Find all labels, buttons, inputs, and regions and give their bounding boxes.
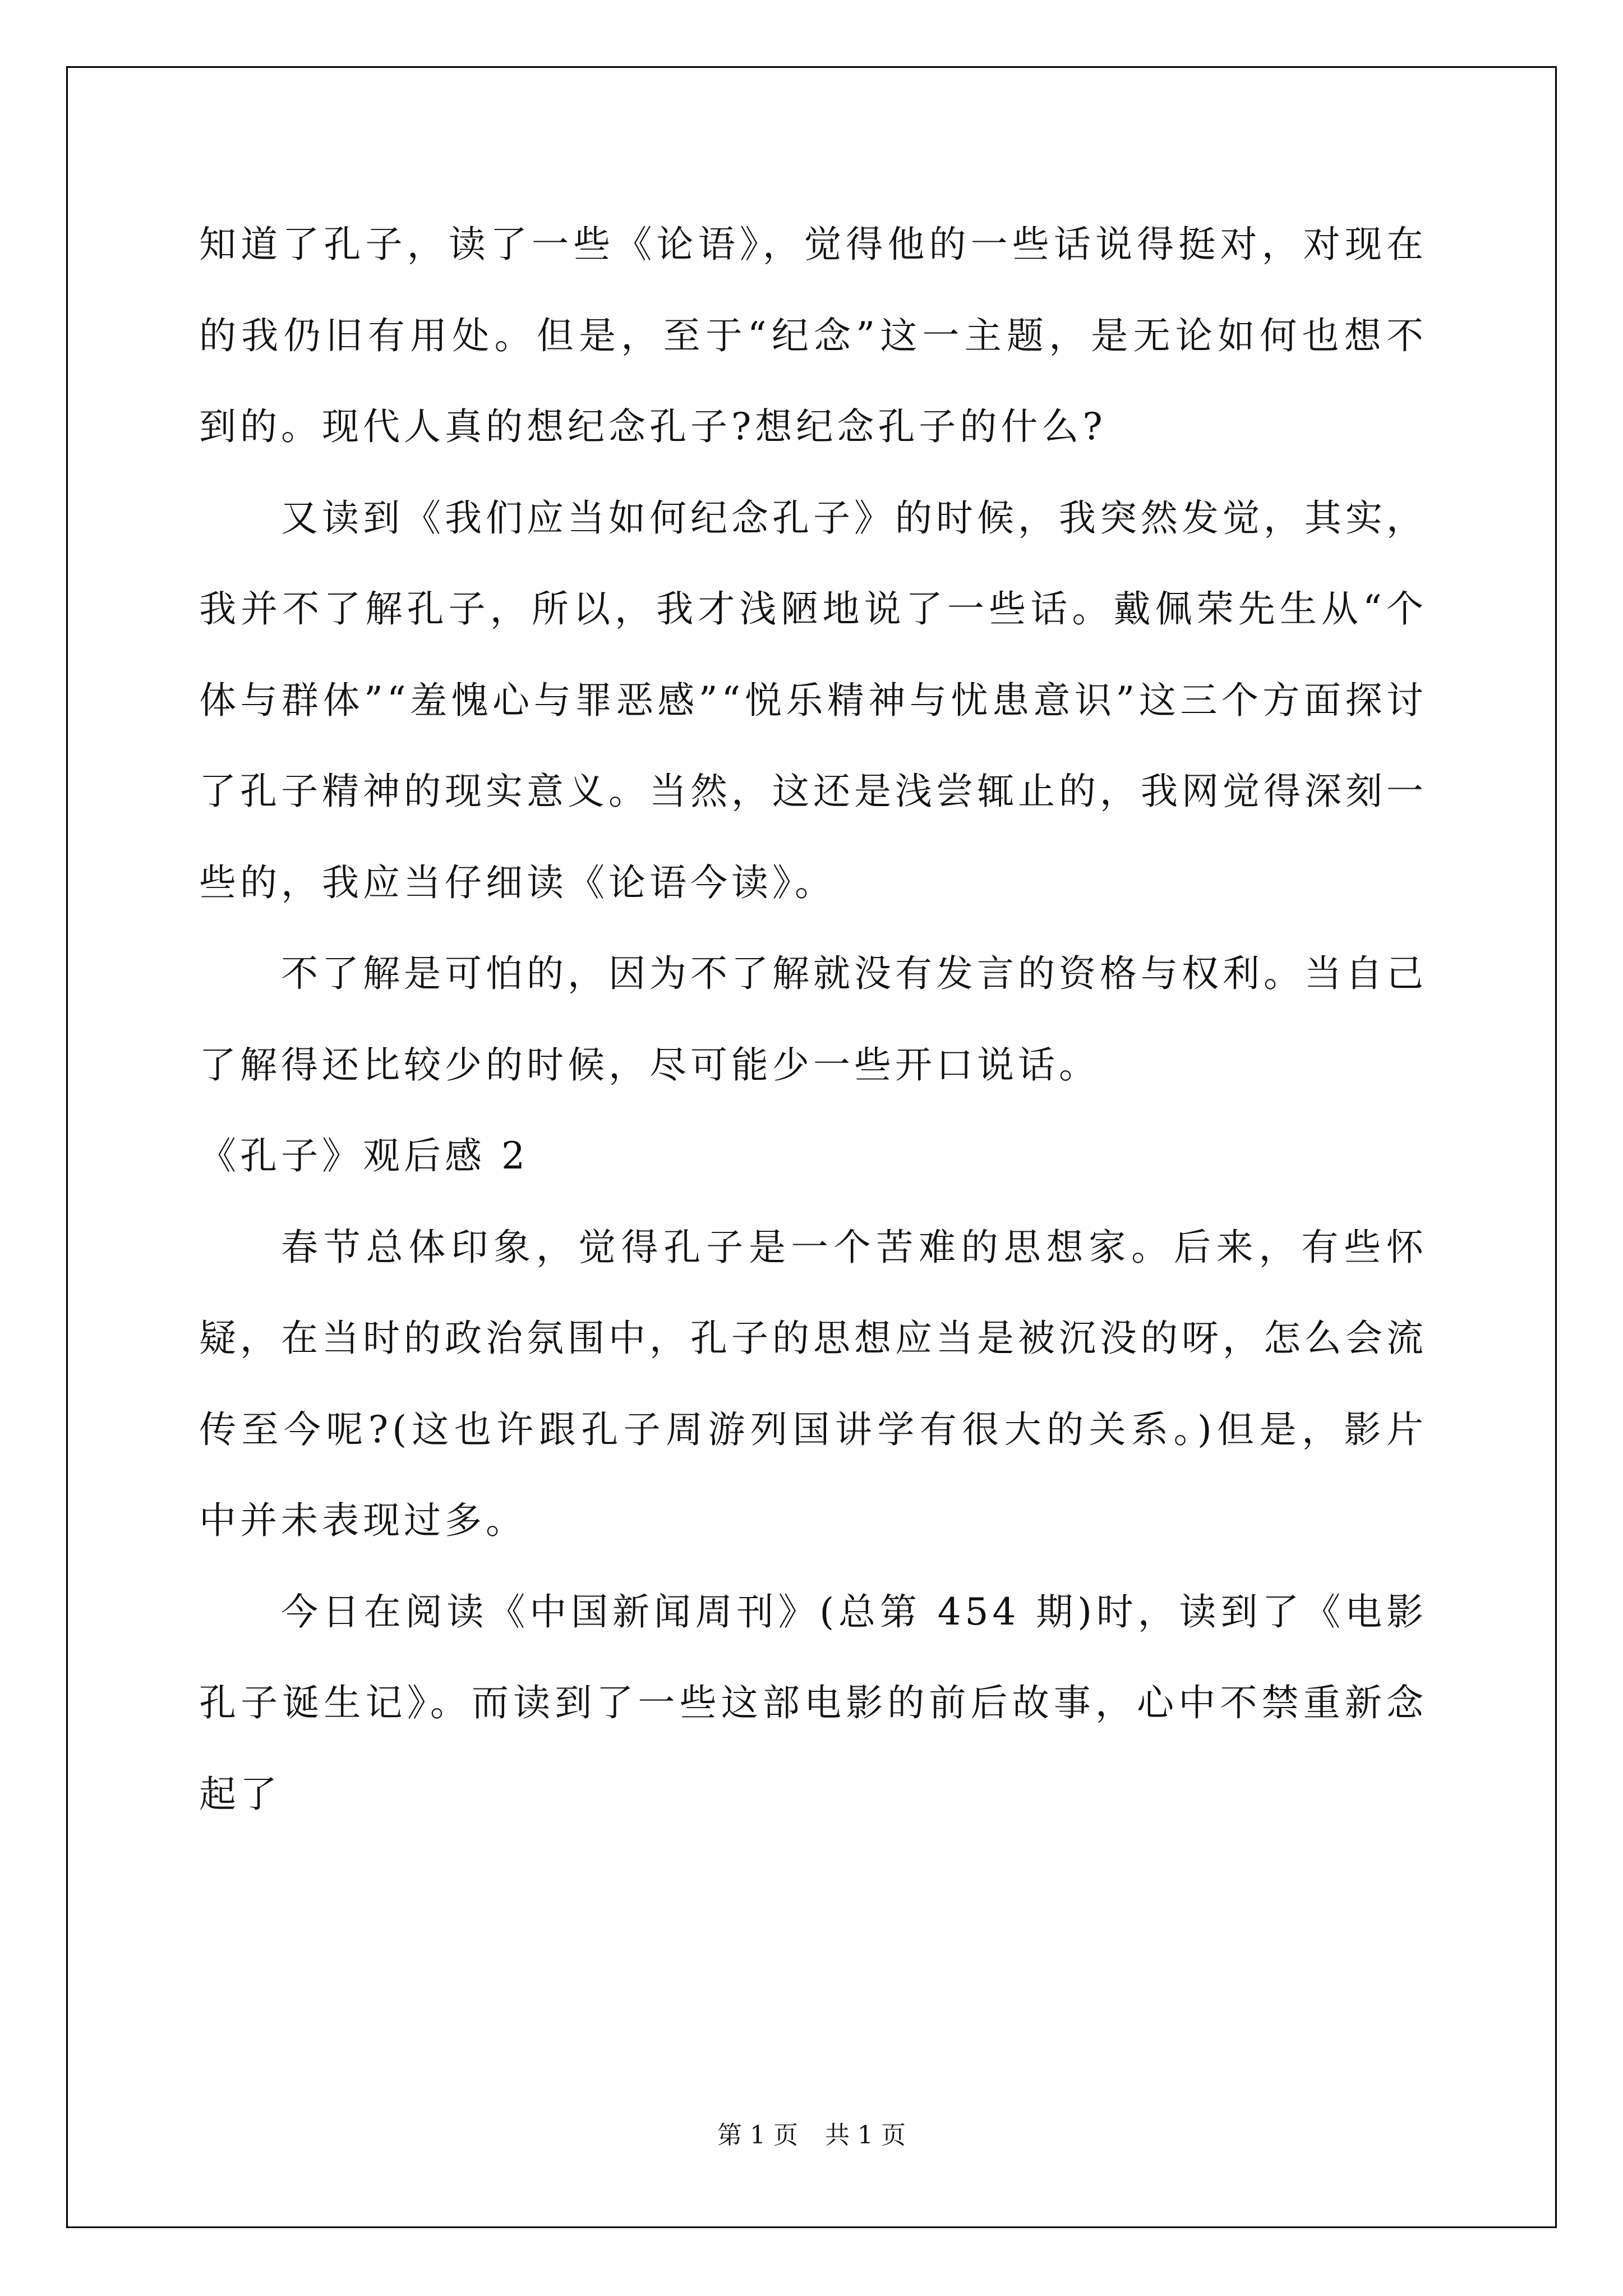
paragraph-4: 春节总体印象，觉得孔子是一个苦难的思想家。后来，有些怀疑，在当时的政治氛围中，孔子的思想应当是被沉没的呀，怎么会流传至今呢?(这也许跟孔子周游列国讲学有很大的关系。)但是，影片中并未表现过多。 bbox=[199, 1225, 1427, 1542]
page-number: 第 1 页 bbox=[717, 2121, 798, 2150]
section-heading: 《孔子》观后感 2 bbox=[199, 1134, 529, 1177]
page-footer bbox=[0, 2115, 1623, 2151]
page-total: 共 1 页 bbox=[825, 2121, 906, 2150]
document-body bbox=[199, 199, 1427, 1840]
paragraph-3: 不了解是可怕的，因为不了解就没有发言的资格与权利。当自己了解得还比较少的时候，尽可能少一些开口说话。 bbox=[199, 952, 1427, 1087]
paragraph-2: 又读到《我们应当如何纪念孔子》的时候，我突然发觉，其实，我并不了解孔子，所以，我才浅陋地说了一些话。戴佩荣先生从“个体与群体”“羞愧心与罪恶感”“悦乐精神与忧患意识”这三个方面探讨了孔子精神的现实意义。当然，这还是浅尝辄止的，我网觉得深刻一些的，我应当仔细读《论语今读》。 bbox=[199, 496, 1427, 904]
paragraph-5: 今日在阅读《中国新闻周刊》(总第 454 期)时，读到了《电影孔子诞生记》。而读到了一些这部电影的前后故事，心中不禁重新念起了 bbox=[199, 1590, 1427, 1816]
paragraph-1: 知道了孔子，读了一些《论语》，觉得他的一些话说得挺对，对现在的我仍旧有用处。但是，至于“纪念”这一主题，是无论如何也想不到的。现代人真的想纪念孔子?想纪念孔子的什么? bbox=[199, 223, 1427, 448]
